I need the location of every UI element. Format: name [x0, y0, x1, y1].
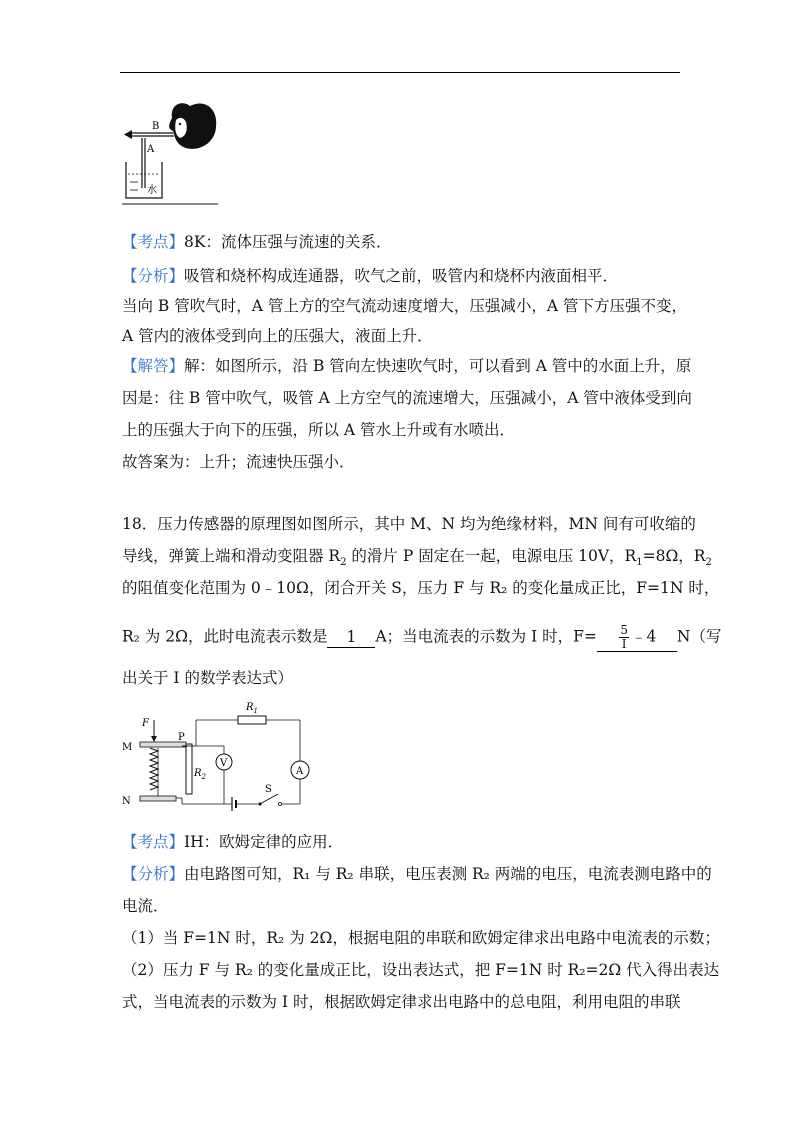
label-water: 水 [147, 185, 157, 196]
label-f: F [142, 718, 149, 729]
label-p: P [178, 732, 185, 743]
analysis-item-2: （2）压力 F 与 R₂ 的变化量成正比，设出表达式，把 F=1N 时 R₂=2Ω 代入得出表达 [122, 961, 720, 979]
q17-answer: 故答案为：上升；流速快压强小． [122, 453, 355, 471]
fenxi-line: 电流． [122, 897, 169, 915]
text: N（写 [676, 627, 722, 646]
jieda-line: 因是：往 B 管中吹气，吸管 A 上方空气的流速增大，压强减小，A 管中液体受到向 [122, 389, 692, 407]
kaodian-tag: 【考点】 [122, 833, 185, 851]
subscript: 1 [636, 557, 643, 569]
fraction-denominator: I [621, 637, 627, 651]
fraction-numerator: 5 [620, 623, 628, 637]
label-r2 [193, 768, 207, 781]
subscript: 2 [201, 773, 206, 781]
label-s: S [265, 784, 272, 795]
text: =8Ω，R [642, 547, 706, 565]
kaodian-tag: 【考点】 [122, 233, 185, 251]
subscript: 1 [253, 707, 258, 715]
fenxi-tag: 【分析】 [122, 267, 185, 285]
q18-fenxi [122, 864, 712, 884]
kaodian-text: 8K：流体压强与流速的关系． [184, 233, 392, 251]
q18-fill-line [122, 624, 721, 652]
jieda-line: 上的压强大于向下的压强，所以 A 管水上升或有水喷出． [122, 421, 516, 439]
answer-blank-2 [597, 624, 677, 652]
text: R [246, 702, 254, 713]
text: R₂ 为 2Ω，此时电流表示数是 [122, 627, 328, 646]
kaodian-text: IH：欧姆定律的应用． [184, 833, 344, 851]
pressure-sensor-circuit [120, 690, 315, 815]
subscript: 2 [340, 557, 347, 569]
label-r1 [245, 702, 258, 715]
label-m: M [122, 742, 133, 753]
label-a: A [147, 144, 155, 155]
voltmeter-label: V [220, 758, 228, 769]
q18-line: 出关于 I 的数学表达式） [122, 669, 293, 687]
fenxi-line: 由电路图可知，R₁ 与 R₂ 串联，电压表测 R₂ 两端的电压，电流表测电路中的 [184, 865, 712, 883]
text: 导线，弹簧上端和滑动变阻器 R [122, 547, 341, 565]
answer-blank-1: 1 [327, 627, 375, 648]
text: ﹣4 [631, 627, 657, 646]
analysis-item-1: （1）当 F=1N 时，R₂ 为 2Ω，根据电阻的串联和欧姆定律求出电路中电流表的示数； [122, 929, 720, 947]
q17-kaodian [122, 232, 391, 252]
label-n: N [122, 796, 131, 807]
q18-line [122, 546, 712, 573]
fenxi-line: A 管内的液体受到向上的压强大，液面上升． [122, 327, 433, 345]
ammeter-label: A [296, 766, 304, 777]
subscript: 2 [705, 557, 712, 569]
fenxi-line: 吸管和烧杯构成连通器，吹气之前，吸管内和烧杯内液面相平． [184, 267, 619, 285]
fraction [619, 624, 629, 651]
fenxi-line: 当向 B 管吹气时，A 管上方的空气流动速度增大，压强减小，A 管下方压强不变， [122, 297, 687, 315]
text: 的滑片 P 固定在一起，电源电压 10V，R [346, 547, 637, 565]
text: A；当电流表的示数为 I 时，F= [375, 627, 597, 646]
fenxi-tag: 【分析】 [122, 865, 185, 883]
q18-line: 的阻值变化范围为 0﹣10Ω，闭合开关 S，压力 F 与 R₂ 的变化量成正比，F=1N 时， [122, 579, 720, 597]
analysis-item-2-cont: 式，当电流表的示数为 I 时，根据欧姆定律求出电路中的总电阻，利用电阻的串联 [122, 993, 681, 1011]
q17-jieda [122, 356, 691, 376]
jieda-tag: 【解答】 [122, 357, 185, 375]
text: R [194, 768, 202, 779]
straw-experiment-figure [120, 96, 220, 214]
jieda-line: 解：如图所示，沿 B 管向左快速吹气时，可以看到 A 管中的水面上升，原 [184, 357, 692, 375]
q17-fenxi [122, 266, 618, 286]
label-b: B [152, 121, 160, 132]
q18-line: 18．压力传感器的原理图如图所示，其中 M、N 均为绝缘材料，MN 间有可收缩的 [122, 515, 696, 533]
q18-kaodian [122, 832, 343, 852]
header-rule [120, 72, 680, 73]
